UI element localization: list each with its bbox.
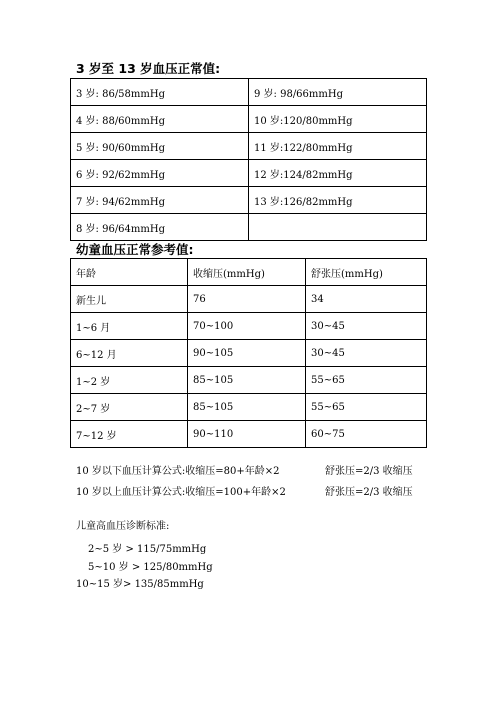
table-header-cell: 年龄 xyxy=(71,259,188,286)
table-row xyxy=(71,106,427,133)
infant-bp-reference-table xyxy=(70,258,427,448)
table-cell: 7 岁: 94/62mmHg xyxy=(71,187,249,214)
table-cell: 4 岁: 88/60mmHg xyxy=(71,106,249,133)
table-cell: 90~110 xyxy=(188,421,306,448)
table-cell: 6 岁: 92/62mmHg xyxy=(71,160,249,187)
table-cell: 85~105 xyxy=(188,394,306,421)
table-cell: 12 岁:124/82mmHg xyxy=(249,160,427,187)
table-cell: 8 岁: 96/64mmHg xyxy=(71,214,249,241)
table-row xyxy=(71,421,427,448)
table-cell: 30~45 xyxy=(306,340,427,367)
table-cell xyxy=(249,214,427,241)
table-cell: 7~12 岁 xyxy=(71,421,188,448)
criteria-line: 5~10 岁 > 125/80mmHg xyxy=(88,562,213,573)
formula-below-10-diastolic: 舒张压=2/3 收缩压 xyxy=(325,466,413,477)
table-row xyxy=(71,340,427,367)
table-cell: 13 岁:126/82mmHg xyxy=(249,187,427,214)
hypertension-criteria-title: 儿童高血压诊断标准: xyxy=(76,521,170,532)
formula-above-10-systolic: 10 岁以上血压计算公式:收缩压=100+年龄×2 xyxy=(76,487,286,498)
table-cell: 90~105 xyxy=(188,340,306,367)
table-cell: 70~100 xyxy=(188,313,306,340)
table-cell: 60~75 xyxy=(306,421,427,448)
table-cell: 10 岁:120/80mmHg xyxy=(249,106,427,133)
table-header-cell: 舒张压(mmHg) xyxy=(306,259,427,286)
table-cell: 55~65 xyxy=(306,394,427,421)
formula-above-10-diastolic: 舒张压=2/3 收缩压 xyxy=(325,487,413,498)
table-cell: 55~65 xyxy=(306,367,427,394)
table-cell: 76 xyxy=(188,286,306,313)
table-row xyxy=(71,367,427,394)
normal-bp-table-3-13 xyxy=(70,78,427,241)
criteria-line: 2~5 岁 > 115/75mmHg xyxy=(88,544,207,555)
table-row xyxy=(71,187,427,214)
table-header-cell: 收缩压(mmHg) xyxy=(188,259,306,286)
table-row xyxy=(71,160,427,187)
table-cell: 34 xyxy=(306,286,427,313)
table-row xyxy=(71,214,427,241)
criteria-line: 10~15 岁> 135/85mmHg xyxy=(76,579,204,590)
section2-title: 幼童血压正常参考值: xyxy=(76,242,194,257)
table-cell: 1~6 月 xyxy=(71,313,188,340)
table-cell: 新生儿 xyxy=(71,286,188,313)
table-cell: 85~105 xyxy=(188,367,306,394)
table-cell: 6~12 月 xyxy=(71,340,188,367)
table-row xyxy=(71,286,427,313)
table-row xyxy=(71,79,427,106)
table-cell: 30~45 xyxy=(306,313,427,340)
table-cell: 2~7 岁 xyxy=(71,394,188,421)
table-cell: 11 岁:122/80mmHg xyxy=(249,133,427,160)
table-cell: 1~2 岁 xyxy=(71,367,188,394)
section1-title: 3 岁至 13 岁血压正常值: xyxy=(76,61,221,76)
table-cell: 5 岁: 90/60mmHg xyxy=(71,133,249,160)
table-row xyxy=(71,133,427,160)
formula-below-10-systolic: 10 岁以下血压计算公式:收缩压=80+年龄×2 xyxy=(76,466,280,477)
table-row xyxy=(71,394,427,421)
table-header-row xyxy=(71,259,427,286)
table-cell: 9 岁: 98/66mmHg xyxy=(249,79,427,106)
table-cell: 3 岁: 86/58mmHg xyxy=(71,79,249,106)
table-row xyxy=(71,313,427,340)
